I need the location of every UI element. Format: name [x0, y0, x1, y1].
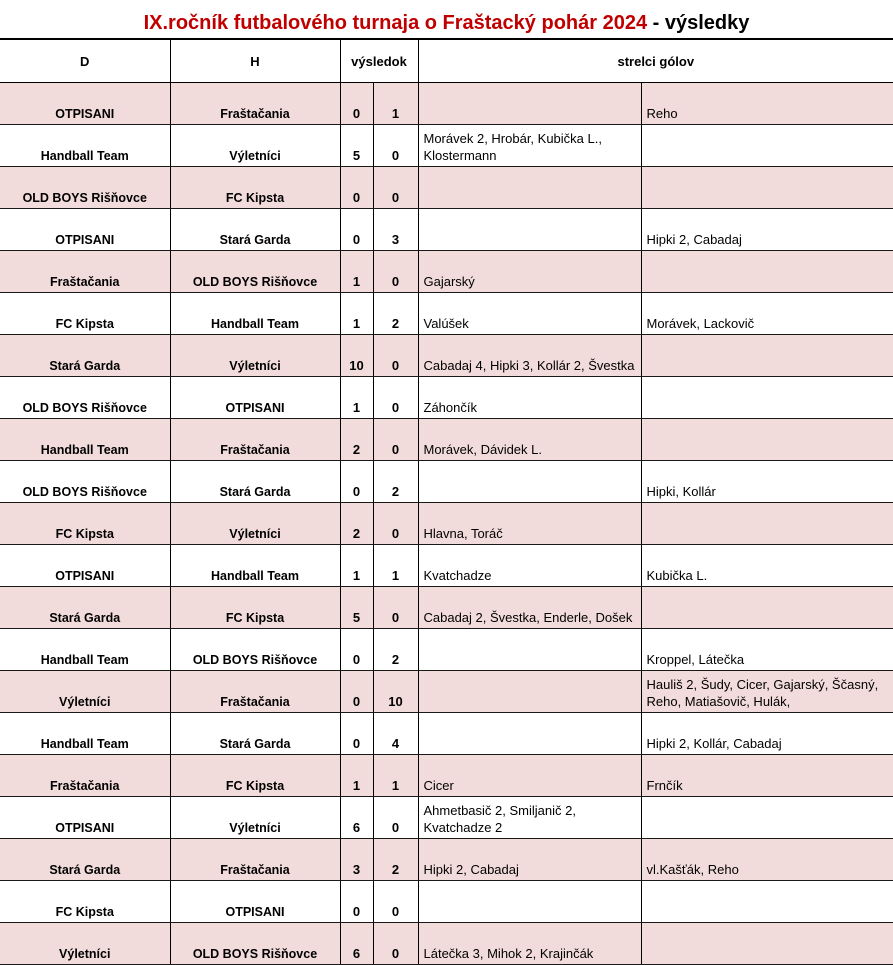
away-goals: 0 — [373, 587, 418, 629]
away-scorers — [641, 251, 893, 293]
home-team: OLD BOYS Rišňovce — [0, 461, 170, 503]
away-team: Výletníci — [170, 503, 340, 545]
home-team: OLD BOYS Rišňovce — [0, 377, 170, 419]
away-goals: 2 — [373, 293, 418, 335]
home-scorers: Morávek 2, Hrobár, Kubička L., Klostermann — [418, 125, 641, 167]
table-row — [0, 755, 893, 797]
away-scorers: Morávek, Lackovič — [641, 293, 893, 335]
home-goals: 0 — [340, 461, 373, 503]
home-goals: 2 — [340, 419, 373, 461]
away-scorers: Kroppel, Látečka — [641, 629, 893, 671]
away-scorers — [641, 419, 893, 461]
away-goals: 0 — [373, 503, 418, 545]
away-team: Výletníci — [170, 125, 340, 167]
header-scorers: strelci gólov — [418, 40, 893, 83]
home-team: Handball Team — [0, 419, 170, 461]
home-team: Handball Team — [0, 629, 170, 671]
home-scorers: Záhončík — [418, 377, 641, 419]
home-team: OTPISANI — [0, 545, 170, 587]
home-scorers — [418, 713, 641, 755]
home-team: OTPISANI — [0, 797, 170, 839]
away-team: OLD BOYS Rišňovce — [170, 923, 340, 965]
away-goals: 1 — [373, 755, 418, 797]
away-scorers — [641, 167, 893, 209]
away-goals: 0 — [373, 125, 418, 167]
home-team: Fraštačania — [0, 251, 170, 293]
table-row — [0, 461, 893, 503]
away-team: Fraštačania — [170, 671, 340, 713]
home-scorers: Kvatchadze — [418, 545, 641, 587]
home-scorers — [418, 167, 641, 209]
home-team: Handball Team — [0, 713, 170, 755]
title-suffix: - výsledky — [652, 12, 750, 34]
away-goals: 10 — [373, 671, 418, 713]
home-scorers: Hlavna, Toráč — [418, 503, 641, 545]
home-team: Stará Garda — [0, 335, 170, 377]
table-row — [0, 545, 893, 587]
home-scorers: Valúšek — [418, 293, 641, 335]
away-scorers — [641, 125, 893, 167]
header-result: výsledok — [340, 40, 418, 83]
table-row — [0, 125, 893, 167]
home-goals: 2 — [340, 503, 373, 545]
home-goals: 6 — [340, 797, 373, 839]
table-row — [0, 797, 893, 839]
away-goals: 1 — [373, 83, 418, 125]
home-team: Stará Garda — [0, 839, 170, 881]
home-team: Stará Garda — [0, 587, 170, 629]
home-scorers: Gajarský — [418, 251, 641, 293]
home-team: Fraštačania — [0, 755, 170, 797]
away-goals: 4 — [373, 713, 418, 755]
home-scorers — [418, 83, 641, 125]
away-team: Stará Garda — [170, 209, 340, 251]
away-team: OTPISANI — [170, 377, 340, 419]
header-home: D — [0, 40, 170, 83]
header-row — [0, 40, 893, 83]
home-goals: 0 — [340, 713, 373, 755]
home-goals: 1 — [340, 377, 373, 419]
table-row — [0, 293, 893, 335]
away-goals: 0 — [373, 251, 418, 293]
away-goals: 1 — [373, 545, 418, 587]
away-team: OTPISANI — [170, 881, 340, 923]
home-team: OTPISANI — [0, 209, 170, 251]
table-row — [0, 587, 893, 629]
away-scorers — [641, 797, 893, 839]
home-scorers: Ahmetbasič 2, Smiljanič 2, Kvatchadze 2 — [418, 797, 641, 839]
away-scorers — [641, 335, 893, 377]
home-goals: 0 — [340, 881, 373, 923]
home-scorers: Cabadaj 2, Švestka, Enderle, Došek — [418, 587, 641, 629]
table-row — [0, 713, 893, 755]
home-scorers: Látečka 3, Mihok 2, Krajinčák — [418, 923, 641, 965]
home-goals: 1 — [340, 545, 373, 587]
away-goals: 3 — [373, 209, 418, 251]
away-team: OLD BOYS Rišňovce — [170, 629, 340, 671]
away-scorers: Hipki 2, Kollár, Cabadaj — [641, 713, 893, 755]
home-team: Výletníci — [0, 923, 170, 965]
table-row — [0, 923, 893, 965]
away-team: Výletníci — [170, 797, 340, 839]
table-row — [0, 881, 893, 923]
away-scorers: Kubička L. — [641, 545, 893, 587]
home-scorers: Cicer — [418, 755, 641, 797]
table-row — [0, 377, 893, 419]
home-scorers: Hipki 2, Cabadaj — [418, 839, 641, 881]
away-team: Výletníci — [170, 335, 340, 377]
home-goals: 1 — [340, 251, 373, 293]
away-scorers — [641, 923, 893, 965]
away-team: FC Kipsta — [170, 587, 340, 629]
away-scorers — [641, 587, 893, 629]
home-scorers — [418, 629, 641, 671]
away-team: Stará Garda — [170, 713, 340, 755]
home-scorers: Cabadaj 4, Hipki 3, Kollár 2, Švestka — [418, 335, 641, 377]
away-scorers: Reho — [641, 83, 893, 125]
home-goals: 5 — [340, 125, 373, 167]
away-goals: 0 — [373, 167, 418, 209]
home-goals: 3 — [340, 839, 373, 881]
table-row — [0, 335, 893, 377]
home-team: FC Kipsta — [0, 293, 170, 335]
home-goals: 1 — [340, 755, 373, 797]
table-row — [0, 419, 893, 461]
home-goals: 0 — [340, 629, 373, 671]
table-row — [0, 839, 893, 881]
away-scorers — [641, 377, 893, 419]
away-goals: 0 — [373, 881, 418, 923]
home-scorers — [418, 209, 641, 251]
page-title — [0, 0, 893, 38]
home-goals: 0 — [340, 209, 373, 251]
away-scorers: Hipki 2, Cabadaj — [641, 209, 893, 251]
away-scorers: Frnčík — [641, 755, 893, 797]
home-scorers — [418, 881, 641, 923]
home-goals: 6 — [340, 923, 373, 965]
away-team: Fraštačania — [170, 839, 340, 881]
home-team: FC Kipsta — [0, 881, 170, 923]
away-goals: 0 — [373, 797, 418, 839]
away-goals: 0 — [373, 335, 418, 377]
away-scorers: Hipki, Kollár — [641, 461, 893, 503]
table-row — [0, 251, 893, 293]
results-body — [0, 83, 893, 965]
home-goals: 0 — [340, 671, 373, 713]
home-scorers: Morávek, Dávidek L. — [418, 419, 641, 461]
away-team: Handball Team — [170, 545, 340, 587]
results-table — [0, 40, 893, 965]
away-goals: 0 — [373, 923, 418, 965]
table-row — [0, 209, 893, 251]
away-team: Fraštačania — [170, 83, 340, 125]
title-main: IX.ročník futbalového turnaja o Fraštacký pohár 2024 — [143, 12, 648, 34]
away-team: Handball Team — [170, 293, 340, 335]
away-scorers: Hauliš 2, Šudy, Cicer, Gajarský, Ščasný, Reho, Matiašovič, Hulák, — [641, 671, 893, 713]
away-team: OLD BOYS Rišňovce — [170, 251, 340, 293]
away-goals: 0 — [373, 377, 418, 419]
table-row — [0, 167, 893, 209]
away-team: Fraštačania — [170, 419, 340, 461]
table-row — [0, 83, 893, 125]
away-goals: 2 — [373, 839, 418, 881]
home-team: OLD BOYS Rišňovce — [0, 167, 170, 209]
table-row — [0, 503, 893, 545]
away-scorers: vl.Kašťák, Reho — [641, 839, 893, 881]
header-away: H — [170, 40, 340, 83]
home-scorers — [418, 671, 641, 713]
home-goals: 5 — [340, 587, 373, 629]
home-scorers — [418, 461, 641, 503]
away-goals: 0 — [373, 419, 418, 461]
away-team: Stará Garda — [170, 461, 340, 503]
home-team: Handball Team — [0, 125, 170, 167]
away-scorers — [641, 881, 893, 923]
table-row — [0, 629, 893, 671]
away-team: FC Kipsta — [170, 755, 340, 797]
away-team: FC Kipsta — [170, 167, 340, 209]
home-team: FC Kipsta — [0, 503, 170, 545]
table-row — [0, 671, 893, 713]
home-goals: 0 — [340, 83, 373, 125]
away-scorers — [641, 503, 893, 545]
away-goals: 2 — [373, 629, 418, 671]
home-team: OTPISANI — [0, 83, 170, 125]
home-team: Výletníci — [0, 671, 170, 713]
away-goals: 2 — [373, 461, 418, 503]
home-goals: 10 — [340, 335, 373, 377]
home-goals: 0 — [340, 167, 373, 209]
home-goals: 1 — [340, 293, 373, 335]
